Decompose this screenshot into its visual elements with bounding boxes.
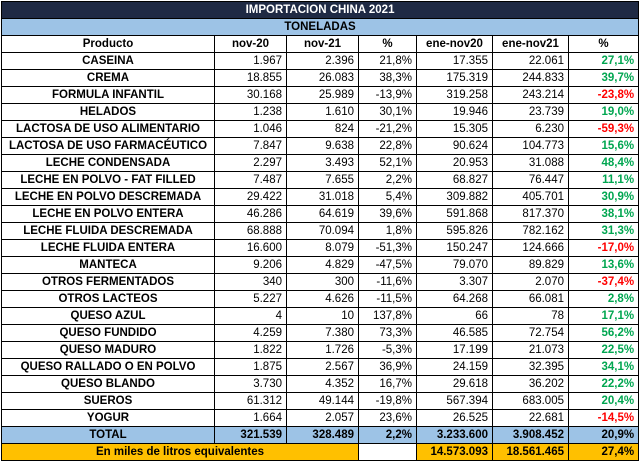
cell-pct: 39,6% bbox=[359, 206, 417, 223]
footer-ytd-pct: 27,4% bbox=[569, 444, 639, 461]
cell-ytd20: 29.618 bbox=[417, 376, 493, 393]
cell-ytd-pct: 30,9% bbox=[569, 189, 639, 206]
cell-ytd-pct: 17,1% bbox=[569, 308, 639, 325]
cell-ytd-pct: -59,3% bbox=[569, 121, 639, 138]
table-row bbox=[2, 240, 639, 257]
cell-nov21: 9.638 bbox=[287, 138, 359, 155]
cell-nov20: 1.822 bbox=[215, 342, 287, 359]
cell-ytd21: 243.214 bbox=[493, 87, 569, 104]
table-row bbox=[2, 87, 639, 104]
import-table bbox=[1, 1, 639, 461]
table-row bbox=[2, 325, 639, 342]
footer-row bbox=[2, 444, 639, 461]
cell-ytd-pct: 15,6% bbox=[569, 138, 639, 155]
cell-ytd20: 175.319 bbox=[417, 70, 493, 87]
cell-ytd-pct: 34,1% bbox=[569, 359, 639, 376]
table-row bbox=[2, 393, 639, 410]
cell-nov20: 46.286 bbox=[215, 206, 287, 223]
col-header-pct: % bbox=[359, 36, 417, 53]
total-label: TOTAL bbox=[2, 427, 215, 444]
cell-pct: 23,6% bbox=[359, 410, 417, 427]
cell-ytd21: 23.739 bbox=[493, 104, 569, 121]
cell-nov21: 1.726 bbox=[287, 342, 359, 359]
cell-nov21: 2.057 bbox=[287, 410, 359, 427]
table-row bbox=[2, 138, 639, 155]
cell-nov21: 64.619 bbox=[287, 206, 359, 223]
total-nov21: 328.489 bbox=[287, 427, 359, 444]
cell-pct: 52,1% bbox=[359, 155, 417, 172]
cell-pct: -13,9% bbox=[359, 87, 417, 104]
cell-ytd21: 31.088 bbox=[493, 155, 569, 172]
cell-nov20: 7.847 bbox=[215, 138, 287, 155]
cell-ytd21: 683.005 bbox=[493, 393, 569, 410]
cell-ytd-pct: 22,5% bbox=[569, 342, 639, 359]
cell-nov20: 1.238 bbox=[215, 104, 287, 121]
cell-pct: -5,3% bbox=[359, 342, 417, 359]
cell-ytd20: 19.946 bbox=[417, 104, 493, 121]
product-name: OTROS FERMENTADOS bbox=[2, 274, 215, 291]
cell-nov21: 25.989 bbox=[287, 87, 359, 104]
cell-ytd21: 104.773 bbox=[493, 138, 569, 155]
cell-ytd-pct: 2,8% bbox=[569, 291, 639, 308]
cell-ytd21: 817.370 bbox=[493, 206, 569, 223]
cell-ytd20: 26.525 bbox=[417, 410, 493, 427]
cell-nov21: 49.144 bbox=[287, 393, 359, 410]
table-row bbox=[2, 155, 639, 172]
cell-ytd20: 24.159 bbox=[417, 359, 493, 376]
table-row bbox=[2, 121, 639, 138]
cell-ytd21: 6.230 bbox=[493, 121, 569, 138]
cell-ytd-pct: -23,8% bbox=[569, 87, 639, 104]
cell-ytd-pct: 11,1% bbox=[569, 172, 639, 189]
cell-ytd20: 591.868 bbox=[417, 206, 493, 223]
product-name: LECHE FLUIDA DESCREMADA bbox=[2, 223, 215, 240]
table-row bbox=[2, 172, 639, 189]
cell-nov21: 300 bbox=[287, 274, 359, 291]
col-header-nov21: nov-21 bbox=[287, 36, 359, 53]
product-name: LACTOSA DE USO ALIMENTARIO bbox=[2, 121, 215, 138]
cell-nov20: 30.168 bbox=[215, 87, 287, 104]
product-name: FORMULA INFANTIL bbox=[2, 87, 215, 104]
cell-nov21: 7.380 bbox=[287, 325, 359, 342]
cell-pct: -51,3% bbox=[359, 240, 417, 257]
product-name: QUESO MADURO bbox=[2, 342, 215, 359]
table-row bbox=[2, 410, 639, 427]
cell-ytd21: 36.202 bbox=[493, 376, 569, 393]
table-row bbox=[2, 223, 639, 240]
product-name: SUEROS bbox=[2, 393, 215, 410]
cell-ytd20: 68.827 bbox=[417, 172, 493, 189]
cell-ytd20: 17.355 bbox=[417, 53, 493, 70]
table-row bbox=[2, 257, 639, 274]
total-ytd-pct: 20,9% bbox=[569, 427, 639, 444]
table-row bbox=[2, 274, 639, 291]
cell-nov21: 1.610 bbox=[287, 104, 359, 121]
table-subtitle: TONELADAS bbox=[2, 19, 639, 36]
product-name: QUESO BLANDO bbox=[2, 376, 215, 393]
cell-ytd-pct: 48,4% bbox=[569, 155, 639, 172]
cell-nov20: 5.227 bbox=[215, 291, 287, 308]
cell-ytd-pct: 38,1% bbox=[569, 206, 639, 223]
product-name: QUESO RALLADO O EN POLVO bbox=[2, 359, 215, 376]
cell-ytd-pct: 13,6% bbox=[569, 257, 639, 274]
cell-nov20: 1.664 bbox=[215, 410, 287, 427]
cell-nov20: 7.487 bbox=[215, 172, 287, 189]
cell-ytd21: 405.701 bbox=[493, 189, 569, 206]
cell-ytd21: 66.081 bbox=[493, 291, 569, 308]
cell-ytd20: 595.826 bbox=[417, 223, 493, 240]
table-row bbox=[2, 70, 639, 87]
cell-nov20: 9.206 bbox=[215, 257, 287, 274]
footer-ytd20: 14.573.093 bbox=[417, 444, 493, 461]
cell-ytd-pct: 27,1% bbox=[569, 53, 639, 70]
table-row bbox=[2, 53, 639, 70]
cell-nov20: 4.259 bbox=[215, 325, 287, 342]
cell-nov21: 10 bbox=[287, 308, 359, 325]
cell-ytd20: 3.307 bbox=[417, 274, 493, 291]
cell-ytd21: 782.162 bbox=[493, 223, 569, 240]
cell-pct: 16,7% bbox=[359, 376, 417, 393]
cell-pct: 30,1% bbox=[359, 104, 417, 121]
cell-ytd21: 78 bbox=[493, 308, 569, 325]
table-row bbox=[2, 308, 639, 325]
cell-ytd-pct: 39,7% bbox=[569, 70, 639, 87]
cell-nov21: 8.079 bbox=[287, 240, 359, 257]
cell-ytd21: 21.073 bbox=[493, 342, 569, 359]
product-name: CASEINA bbox=[2, 53, 215, 70]
footer-ytd21: 18.561.465 bbox=[493, 444, 569, 461]
cell-ytd20: 20.953 bbox=[417, 155, 493, 172]
footer-blank bbox=[359, 444, 417, 461]
product-name: LACTOSA DE USO FARMACÉUTICO bbox=[2, 138, 215, 155]
cell-ytd20: 17.199 bbox=[417, 342, 493, 359]
product-name: YOGUR bbox=[2, 410, 215, 427]
product-name: CREMA bbox=[2, 70, 215, 87]
cell-ytd-pct: 19,0% bbox=[569, 104, 639, 121]
cell-ytd-pct: 20,4% bbox=[569, 393, 639, 410]
cell-ytd-pct: -14,5% bbox=[569, 410, 639, 427]
cell-ytd-pct: -37,4% bbox=[569, 274, 639, 291]
cell-pct: 2,2% bbox=[359, 172, 417, 189]
cell-ytd20: 79.070 bbox=[417, 257, 493, 274]
cell-pct: -47,5% bbox=[359, 257, 417, 274]
cell-ytd-pct: 56,2% bbox=[569, 325, 639, 342]
table-row bbox=[2, 376, 639, 393]
total-row bbox=[2, 427, 639, 444]
cell-nov21: 70.094 bbox=[287, 223, 359, 240]
product-name: HELADOS bbox=[2, 104, 215, 121]
cell-nov21: 3.493 bbox=[287, 155, 359, 172]
product-name: LECHE FLUIDA ENTERA bbox=[2, 240, 215, 257]
cell-pct: -19,8% bbox=[359, 393, 417, 410]
table-row bbox=[2, 206, 639, 223]
cell-nov20: 68.888 bbox=[215, 223, 287, 240]
table-row bbox=[2, 104, 639, 121]
cell-pct: 73,3% bbox=[359, 325, 417, 342]
cell-ytd21: 76.447 bbox=[493, 172, 569, 189]
cell-ytd-pct: 31,3% bbox=[569, 223, 639, 240]
cell-pct: -11,6% bbox=[359, 274, 417, 291]
cell-pct: -21,2% bbox=[359, 121, 417, 138]
cell-ytd20: 309.882 bbox=[417, 189, 493, 206]
cell-nov20: 61.312 bbox=[215, 393, 287, 410]
cell-ytd21: 72.754 bbox=[493, 325, 569, 342]
total-ytd21: 3.908.452 bbox=[493, 427, 569, 444]
cell-ytd21: 22.681 bbox=[493, 410, 569, 427]
col-header-ytd-pct: % bbox=[569, 36, 639, 53]
cell-ytd21: 124.666 bbox=[493, 240, 569, 257]
cell-nov20: 18.855 bbox=[215, 70, 287, 87]
product-name: LECHE EN POLVO ENTERA bbox=[2, 206, 215, 223]
cell-ytd21: 89.829 bbox=[493, 257, 569, 274]
cell-nov20: 340 bbox=[215, 274, 287, 291]
cell-nov20: 16.600 bbox=[215, 240, 287, 257]
cell-nov20: 1.046 bbox=[215, 121, 287, 138]
table-row bbox=[2, 342, 639, 359]
product-name: LECHE EN POLVO DESCREMADA bbox=[2, 189, 215, 206]
cell-ytd20: 66 bbox=[417, 308, 493, 325]
cell-ytd20: 90.624 bbox=[417, 138, 493, 155]
cell-ytd21: 22.061 bbox=[493, 53, 569, 70]
cell-ytd20: 150.247 bbox=[417, 240, 493, 257]
cell-pct: 21,8% bbox=[359, 53, 417, 70]
col-header-ytd20: ene-nov20 bbox=[417, 36, 493, 53]
product-name: MANTECA bbox=[2, 257, 215, 274]
table-row bbox=[2, 189, 639, 206]
cell-ytd20: 64.268 bbox=[417, 291, 493, 308]
cell-nov20: 1.875 bbox=[215, 359, 287, 376]
table-row bbox=[2, 359, 639, 376]
cell-pct: 137,8% bbox=[359, 308, 417, 325]
cell-ytd20: 15.305 bbox=[417, 121, 493, 138]
cell-nov20: 2.297 bbox=[215, 155, 287, 172]
table-title: IMPORTACION CHINA 2021 bbox=[2, 2, 639, 19]
table-row bbox=[2, 291, 639, 308]
cell-pct: 38,3% bbox=[359, 70, 417, 87]
import-table-container bbox=[1, 1, 638, 461]
cell-nov20: 29.422 bbox=[215, 189, 287, 206]
cell-pct: -11,5% bbox=[359, 291, 417, 308]
cell-ytd21: 2.070 bbox=[493, 274, 569, 291]
cell-nov20: 3.730 bbox=[215, 376, 287, 393]
product-name: OTROS LACTEOS bbox=[2, 291, 215, 308]
cell-nov21: 4.829 bbox=[287, 257, 359, 274]
cell-ytd20: 567.394 bbox=[417, 393, 493, 410]
cell-nov20: 1.967 bbox=[215, 53, 287, 70]
cell-nov21: 2.567 bbox=[287, 359, 359, 376]
cell-ytd21: 32.395 bbox=[493, 359, 569, 376]
cell-nov20: 4 bbox=[215, 308, 287, 325]
cell-ytd20: 46.585 bbox=[417, 325, 493, 342]
product-name: QUESO AZUL bbox=[2, 308, 215, 325]
footer-label: En miles de litros equivalentes bbox=[2, 444, 359, 461]
cell-nov21: 31.018 bbox=[287, 189, 359, 206]
cell-nov21: 7.655 bbox=[287, 172, 359, 189]
cell-ytd20: 319.258 bbox=[417, 87, 493, 104]
cell-ytd21: 244.833 bbox=[493, 70, 569, 87]
cell-nov21: 4.626 bbox=[287, 291, 359, 308]
col-header-nov20: nov-20 bbox=[215, 36, 287, 53]
header-row bbox=[2, 36, 639, 53]
total-ytd20: 3.233.600 bbox=[417, 427, 493, 444]
col-header-product: Producto bbox=[2, 36, 215, 53]
col-header-ytd21: ene-nov21 bbox=[493, 36, 569, 53]
cell-ytd-pct: -17,0% bbox=[569, 240, 639, 257]
product-name: LECHE CONDENSADA bbox=[2, 155, 215, 172]
cell-nov21: 2.396 bbox=[287, 53, 359, 70]
total-nov20: 321.539 bbox=[215, 427, 287, 444]
cell-nov21: 26.083 bbox=[287, 70, 359, 87]
cell-ytd-pct: 22,2% bbox=[569, 376, 639, 393]
cell-pct: 1,8% bbox=[359, 223, 417, 240]
cell-pct: 36,9% bbox=[359, 359, 417, 376]
total-pct: 2,2% bbox=[359, 427, 417, 444]
cell-pct: 5,4% bbox=[359, 189, 417, 206]
cell-nov21: 4.352 bbox=[287, 376, 359, 393]
product-name: QUESO FUNDIDO bbox=[2, 325, 215, 342]
cell-nov21: 824 bbox=[287, 121, 359, 138]
product-name: LECHE EN POLVO - FAT FILLED bbox=[2, 172, 215, 189]
cell-pct: 22,8% bbox=[359, 138, 417, 155]
